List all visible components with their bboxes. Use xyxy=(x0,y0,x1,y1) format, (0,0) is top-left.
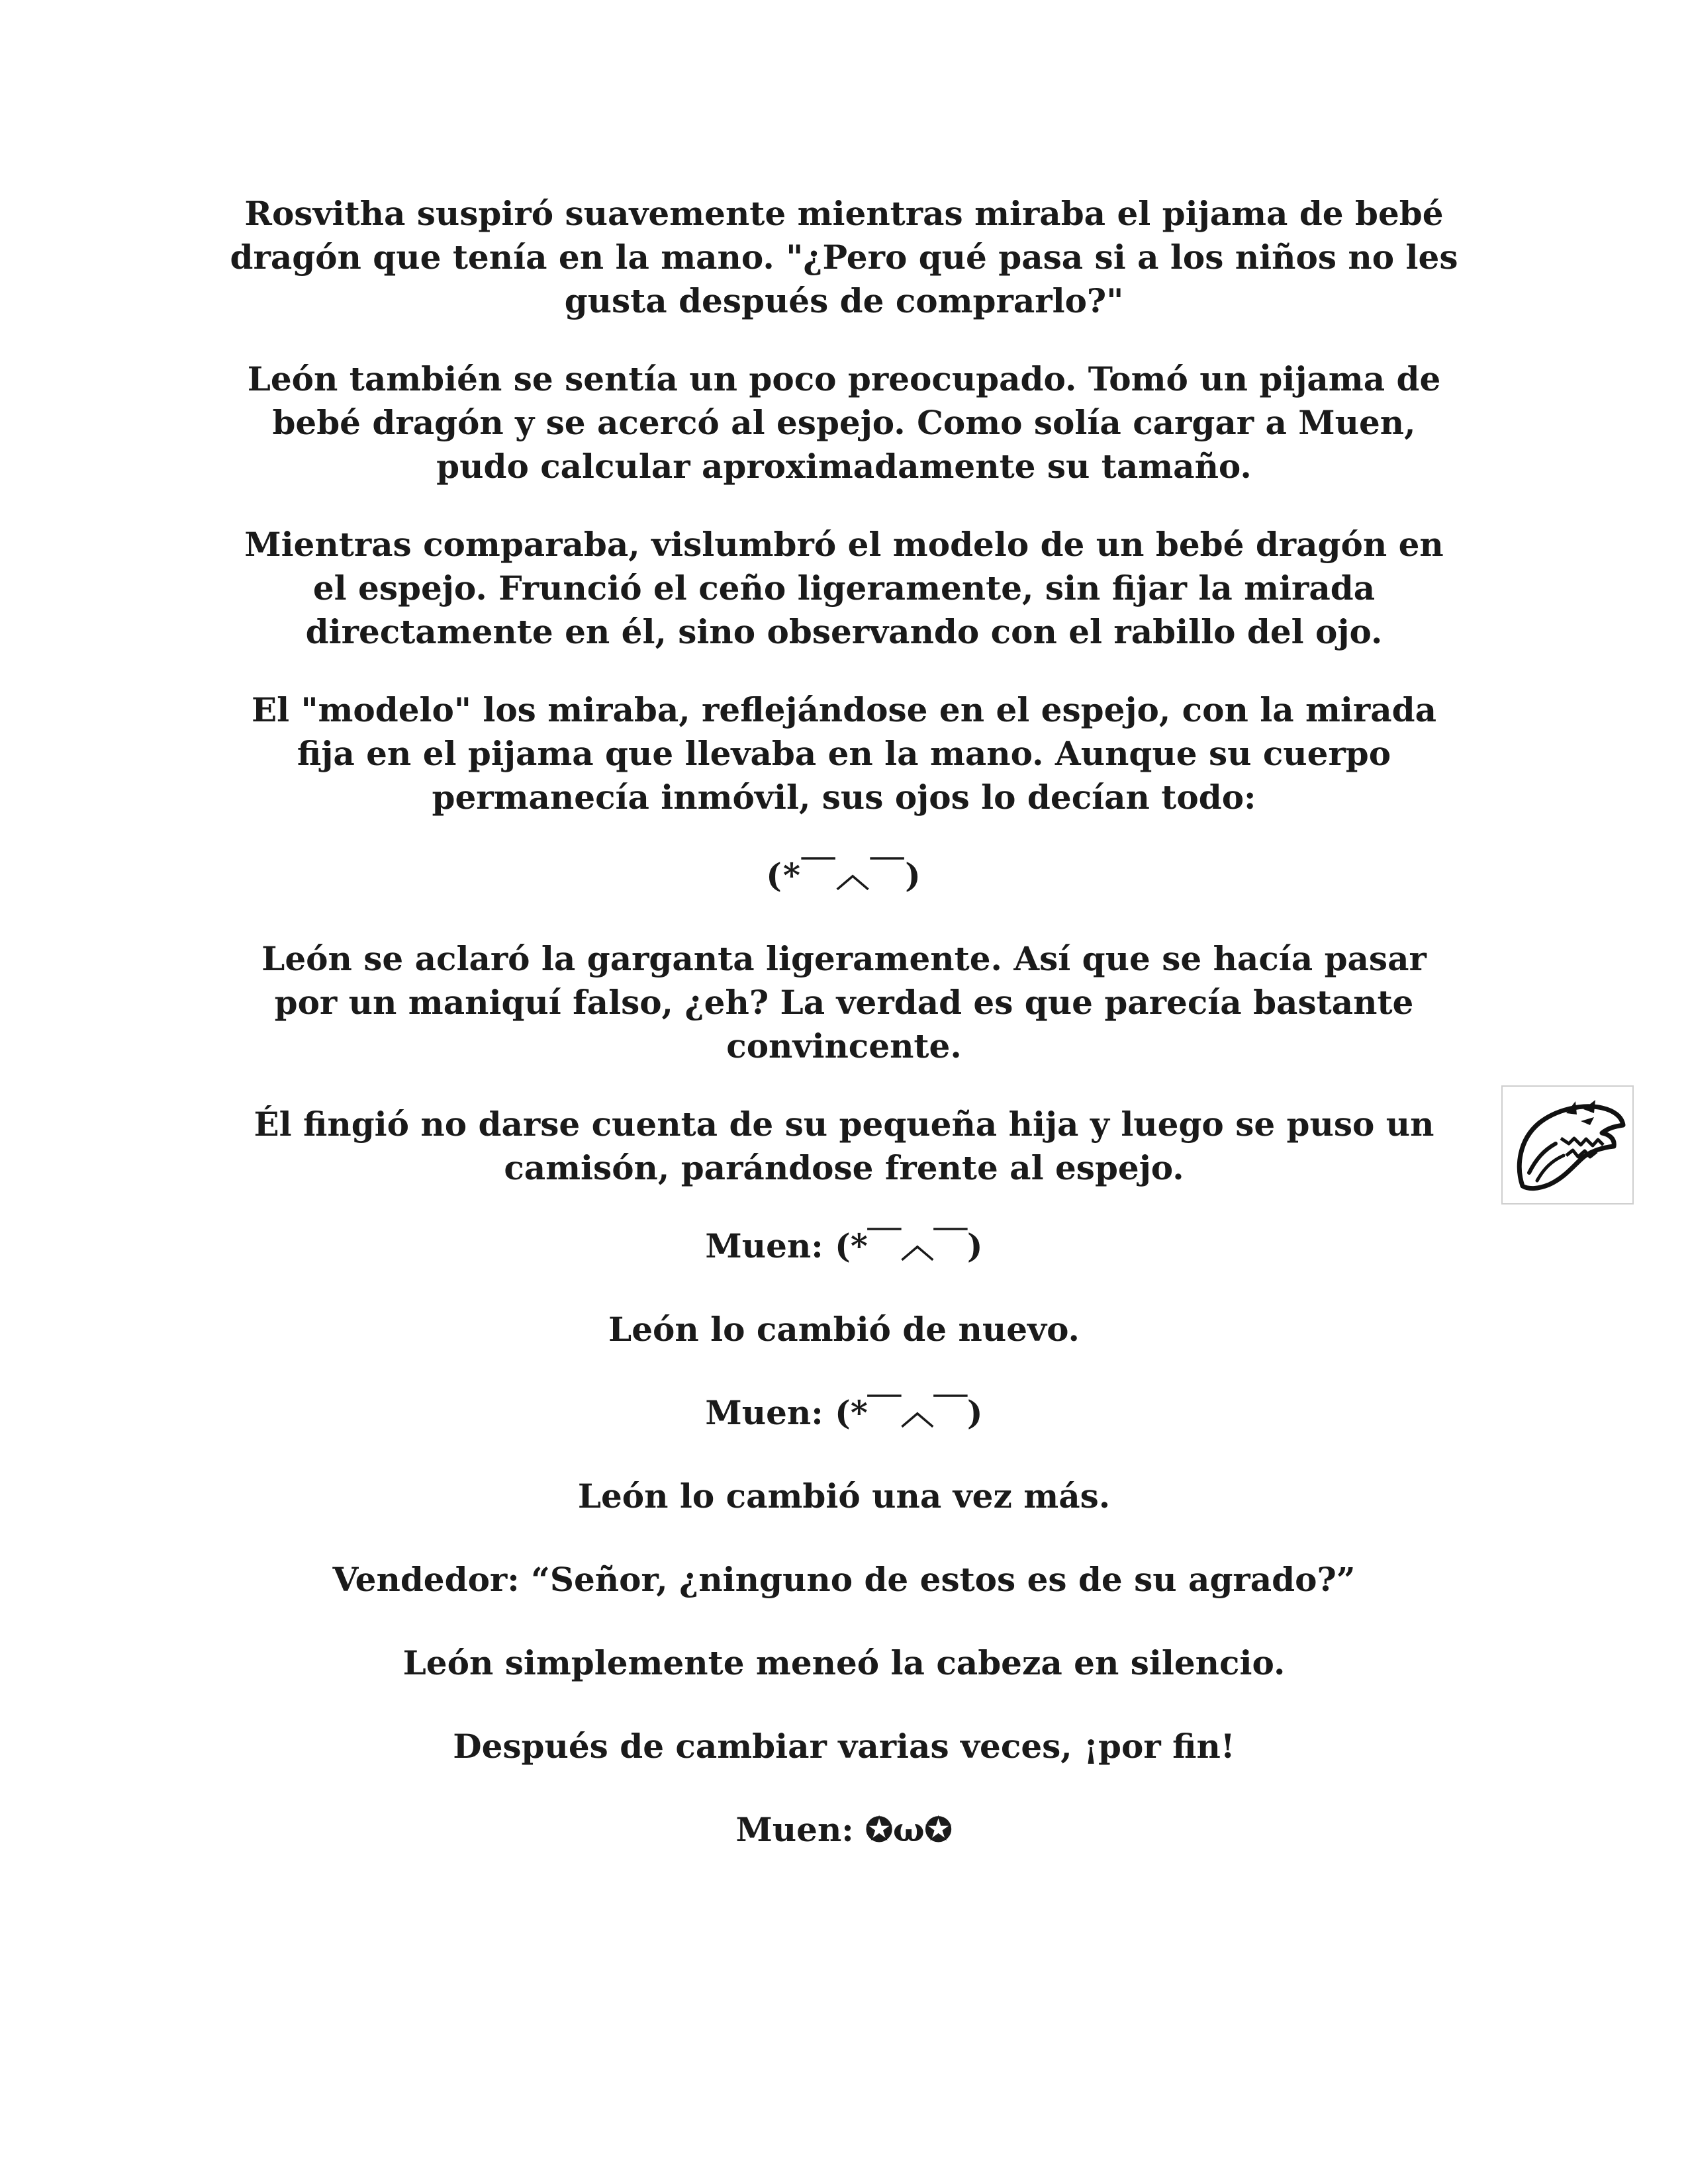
muen-line-3: Muen: ✪ω✪ xyxy=(735,1810,953,1849)
paragraph-13: León simplemente meneó la cabeza en silencio. xyxy=(402,1643,1286,1682)
paragraph-14: Después de cambiar varias veces, ¡por fin! xyxy=(453,1727,1235,1766)
paragraph-2: León también se sentía un poco preocupado. Tomó un pijama de bebé dragón y se acercó al espejo. Como solía cargar a Muen, pudo calcular aproximadamente su tamaño. xyxy=(247,359,1441,486)
emoticon-line: (*￣︿￣) xyxy=(766,856,922,895)
paragraph-6: León se aclaró la garganta ligeramente. Así que se hacía pasar por un maniquí falso, ¿eh? La verdad es que parecía bastante convincente. xyxy=(261,939,1427,1066)
paragraph-3: Mientras comparaba, vislumbró el modelo de un bebé dragón en el espejo. Frunció el ceño ligeramente, sin fijar la mirada directamente en él, sino observando con el rabillo del ojo. xyxy=(244,525,1444,651)
muen-line-2: Muen: (*￣︿￣) xyxy=(705,1393,983,1432)
story-text xyxy=(225,192,1463,1891)
paragraph-1: Rosvitha suspiró suavemente mientras miraba el pijama de bebé dragón que tenía en la mano. "¿Pero qué pasa si a los niños no les gusta después de comprarlo?" xyxy=(230,194,1458,320)
muen-line-1: Muen: (*￣︿￣) xyxy=(705,1226,983,1265)
paragraph-11: León lo cambió una vez más. xyxy=(577,1477,1111,1516)
dinosaur-head-icon xyxy=(1501,1085,1634,1205)
paragraph-9: León lo cambió de nuevo. xyxy=(608,1310,1080,1349)
vendor-line: Vendedor: “Señor, ¿ninguno de estos es de su agrado?” xyxy=(332,1560,1356,1599)
paragraph-7: Él fingió no darse cuenta de su pequeña hija y luego se puso un camisón, parándose frente al espejo. xyxy=(254,1105,1434,1187)
paragraph-4: El "modelo" los miraba, reflejándose en el espejo, con la mirada fija en el pijama que llevaba en la mano. Aunque su cuerpo permanecía inmóvil, sus ojos lo decían todo: xyxy=(251,690,1437,817)
